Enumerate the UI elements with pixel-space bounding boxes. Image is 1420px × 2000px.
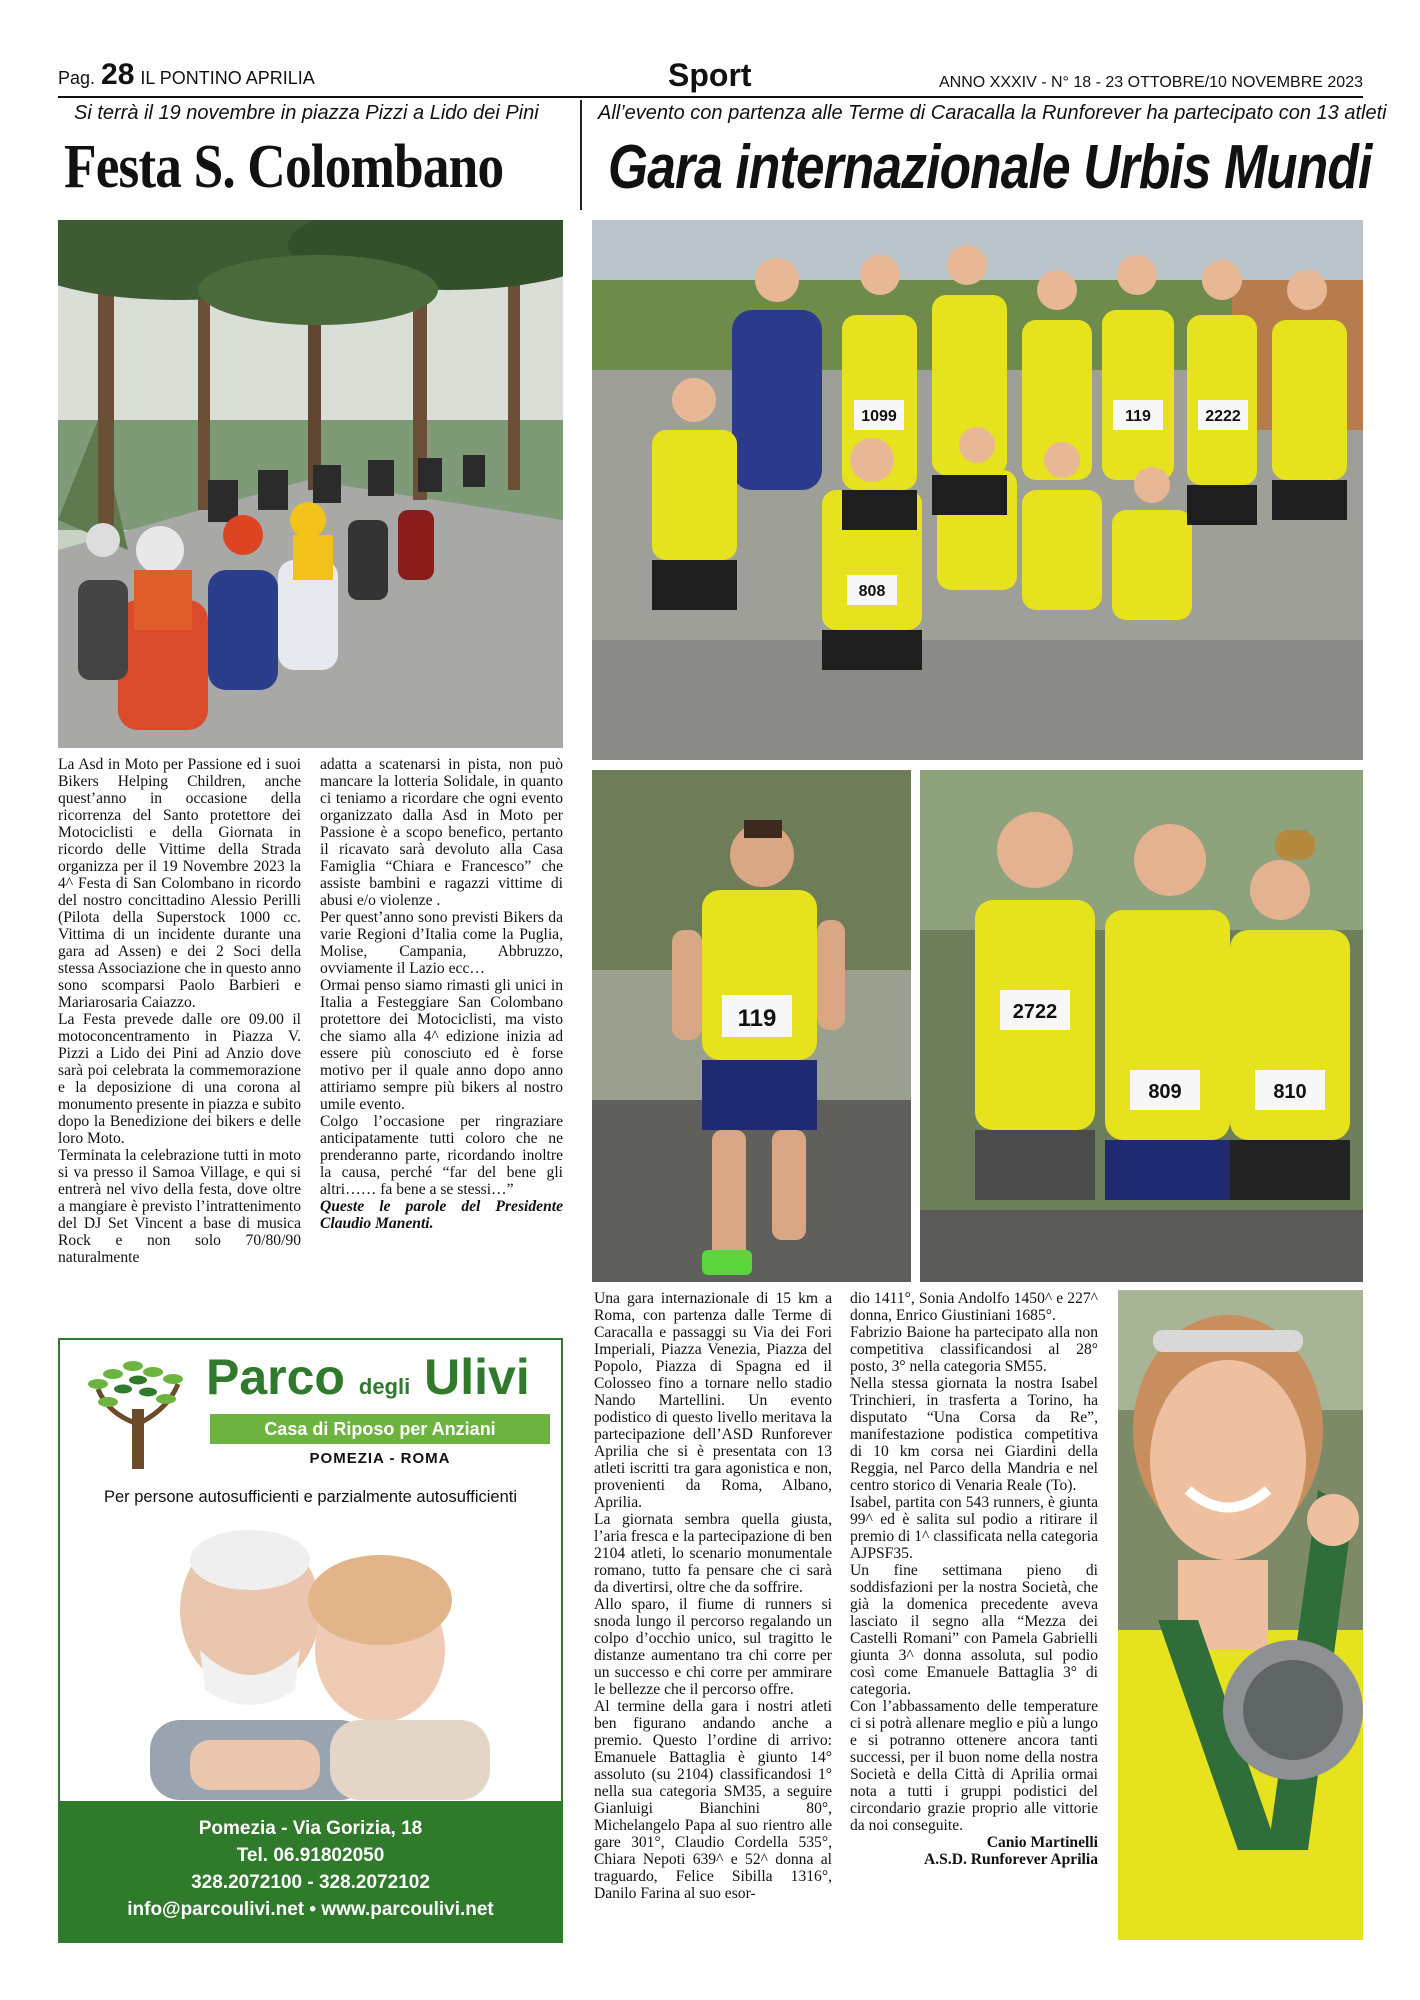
paragraph: Ormai penso siamo rimasti gli unici in Italia a Festeggiare San Colombano protettore dei Motociclisti, ma visto che siamo alla 4^ edizione inizia ad essere più conosciuto ed è forse motivo per il quale anno dopo anno attiriamo sempre più bikers al nostro umile evento. [320,977,563,1113]
paragraph: adatta a scatenarsi in pista, non può mancare la lotteria Solidale, in quanto ci teniamo a ricordare che ogni evento organizzato dalla Asd in Moto per Passione è a scopo benefico, pertanto il ricavato sarà devoluto alla Casa Famiglia “Chiara e Francesco” che assiste bambini e ragazzi vittime di abusi e/o violenze . [320,756,563,909]
page-header [58,58,1363,98]
ad-web: info@parcoulivi.net • www.parcoulivi.net [127,1899,494,1920]
ad-brand-small: degli [358,1374,411,1399]
paragraph: Fabrizio Baione ha partecipato alla non competitiva classificandosi al 28° posto, 3° nella categoria SM55. [850,1324,1098,1375]
ad-tagline: Per persone autosufficienti e parzialmente autosufficienti [103,1488,518,1506]
page-label: Pag. [58,68,96,88]
paragraph: Con l’abbassamento delle temperature ci si potrà allenare meglio e più a lungo e si potranno ottenere ancora tanti successi, per il buon nome della nostra Società e della Città di Aprilia ormai nota a tutti i gruppi podistici del circondario grazie proprio alle vittorie da noi conseguite. [850,1698,1098,1834]
ad-band: Casa di Riposo per Anziani [210,1414,550,1444]
paragraph: Per quest’anno sono previsti Bikers da varie Regioni d’Italia come la Puglia, Molise, Campania, Abbruzzo, ovviamente il Lazio ecc… [320,909,563,977]
photo-isabel-medal [1118,1290,1363,1940]
bib-number: 1099 [861,408,897,425]
paragraph: Una gara internazionale di 15 km a Roma, con partenza dalle Terme di Caracalla e passaggi su Via dei Fori Imperiali, Piazza Venezia, Piazza del Popolo, Piazza di Spagna ed il Colosseo fino a tornare nello stadio Nando Martellini. Un evento podistico di questo livello meritava la partecipazione dell’ASD Runforever Aprilia che si è presentata con 13 atleti iscritti tra gara agonistica e non, provenienti da Roma, Albano, Aprilia. [594,1290,832,1511]
photo-runforever-group [592,220,1363,760]
paragraph: Al termine della gara i nostri atleti ben figurano andando anche a premio. Questo l’ordine di arrivo: Emanuele Battaglia è giunto 14° assoluto (su 2104) classificandosi 1° nella sua categoria SM35, a seguire Gianluigi Bianchini 80°, Michelangelo Papa al suo rientro alle gare 301°, Claudio Cordella 535°, Chiara Nepoti 639^ e 52^ donna al traguardo, Felice Sibilla 1316°, Danilo Farina al suo esor- [594,1698,832,1902]
bib-number: 2722 [1012,1001,1058,1023]
paragraph: Colgo l’occasione per ringraziare anticipatamente tutti coloro che ne prenderanno parte, ricordando inoltre la causa, perché “far del bene gli altri…… fa bene a se stessi…” [320,1113,563,1198]
paragraph: Isabel, partita con 543 runners, è giunta 99^ ed è salita sul podio a ritirare il premio di 1^ classificata nella categoria AJPSF35. [850,1494,1098,1562]
photo-runner-119 [592,770,911,1282]
bib-number: 810 [1273,1081,1307,1103]
paragraph: La Asd in Moto per Passione ed i suoi Bikers Helping Children, anche quest’anno in occasione della ricorrenza del Santo protettore dei Motociclisti e della Giornata in ricordo delle Vittime della Strada organizza per il 19 Novembre 2023 la 4^ Festa di San Colombano in ricordo del nostro concittadino Alessio Perilli (Pilota della Superstock 1000 cc. Vittima di un incidente durante una gara ad Assen) e dei 2 Soci della stessa Associazione che in questo anno sono scomparsi Paolo Barbieri e Mariarosaria Caiazzo. [58,756,301,1011]
issue-info: ANNO XXXIV - N° 18 - 23 OTTOBRE/10 NOVEMBRE 2023 [938,74,1363,91]
bib-number: 119 [1125,408,1151,425]
left-kicker: Si terrà il 19 novembre in piazza Pizzi a Lido dei Pini [74,102,539,124]
ad-brand-main: Parco [206,1349,345,1405]
article-author: Canio Martinelli [986,1834,1098,1851]
paragraph: La Festa prevede dalle ore 09.00 il motoconcentramento in Piazza V. Pizzi a Lido dei Pini ad Anzio dove sarà poi celebrata la commemorazione e la deposizione di una corona al monumento presente in piazza e subito dopo la Benedizione dei bikers e delle loro Moto. [58,1011,301,1147]
left-headline: Festa S. Colombano [64,133,504,201]
olive-tree-icon [78,1354,198,1474]
photo-motorcycle-parade [58,220,563,748]
publication-name: IL PONTINO APRILIA [140,68,315,88]
ad-mobile: 328.2072100 - 328.2072102 [191,1872,430,1893]
paragraph: Nella stessa giornata la nostra Isabel Trinchieri, in trasferta a Torino, ha disputato “Una Corsa da Re”, manifestazione podistica competitiva di 10 km corsa nei Giardini della Reggia, nel Parco della Mandria e nel centro storico di Venaria Reale (To). [850,1375,1098,1494]
left-article-col1 [58,756,301,1266]
section-title: Sport [668,57,752,93]
bib-number: 808 [858,583,886,600]
column-divider [580,100,582,210]
paragraph: Allo sparo, il fiume di runners si snoda lungo il percorso regalando un colpo d’occhio unico, sul tragitto le distanze aumentano tra chi corre per un successo e chi corre per ammirare le bellezze che il percorso offre. [594,1596,832,1698]
paragraph: dio 1411°, Sonia Andolfo 1450^ e 227^ donna, Enrico Giustiniani 1685°. [850,1290,1098,1324]
ad-city: POMEZIA - ROMA [309,1450,451,1467]
paragraph: Terminata la celebrazione tutti in moto si va presso il Samoa Village, e qui si entrerà nel vivo della festa, dove oltre a mangiare è previsto l’intrattenimento del DJ Set Vincent a base di musica Rock e non solo 70/80/90 naturalmente [58,1147,301,1266]
page-info [58,58,315,92]
article-signature: Queste le parole del Presidente Claudio Manenti. [320,1198,563,1232]
article-author-org: A.S.D. Runforever Aprilia [924,1851,1098,1868]
ad-brand-end: Ulivi [424,1349,530,1405]
bib-number: 809 [1148,1081,1182,1103]
paragraph: La giornata sembra quella giusta, l’aria fresca e la partecipazione di ben 2104 atleti, lo scenario monumentale romano, tutto fa pensare che ci sarà da divertirsi, oltre che da soffrire. [594,1511,832,1596]
bib-number: 2222 [1205,408,1241,425]
right-article-col1 [594,1290,832,1902]
page-number: 28 [101,58,135,91]
ad-photo-elderly-couple [80,1530,545,1800]
photo-runner-trio [920,770,1363,1282]
ad-contacts [60,1801,561,1941]
ad-parco-degli-ulivi [58,1338,563,1943]
right-headline: Gara internazionale Urbis Mundi [608,133,1372,202]
right-kicker: All’evento con partenza alle Terme di Caracalla la Runforever ha partecipato con 13 atleti [598,102,1387,124]
right-article-col2 [850,1290,1098,1868]
bib-number: 119 [737,1005,777,1032]
left-article-col2 [320,756,563,1232]
ad-tel: Tel. 06.91802050 [236,1845,385,1866]
ad-brand [206,1348,530,1406]
paragraph: Un fine settimana pieno di soddisfazioni per la nostra Società, che già la domenica precedente aveva lasciato il segno alla “Mezza dei Castelli Romani” con Pamela Gabrielli giunta 3^ donna assoluta, sul podio così come Emanuele Battaglia 3° di categoria. [850,1562,1098,1698]
ad-address: Pomezia - Via Gorizia, 18 [198,1818,423,1839]
